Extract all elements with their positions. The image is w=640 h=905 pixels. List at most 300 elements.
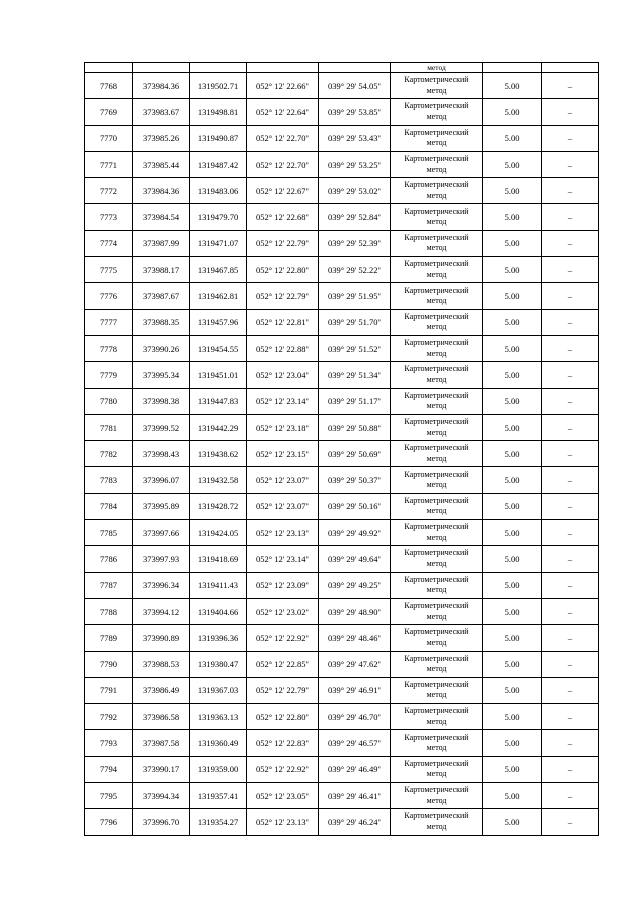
method-line-1: Картометрический bbox=[404, 417, 469, 426]
table-row bbox=[85, 651, 599, 677]
cell-point-number: 7768 bbox=[85, 73, 133, 99]
method-line-2: метод bbox=[426, 769, 447, 779]
method-line-2: метод bbox=[426, 217, 447, 227]
cell-point-number: 7793 bbox=[85, 730, 133, 756]
method-line-1: Картометрический bbox=[404, 364, 469, 374]
cell-latitude: 052° 12' 22.66" bbox=[247, 73, 319, 99]
method-line-1: Картометрический bbox=[404, 522, 469, 532]
table-row bbox=[85, 730, 599, 756]
cell-longitude: 039° 29' 52.39" bbox=[319, 230, 391, 256]
table-row bbox=[85, 783, 599, 809]
cell-x-coordinate: 373985.44 bbox=[133, 151, 190, 177]
method-line-1: Картометрический bbox=[404, 127, 469, 137]
cell-longitude: 039° 29' 53.25" bbox=[319, 151, 391, 177]
cell-y-coordinate: 1319457.96 bbox=[190, 309, 247, 335]
table-row bbox=[85, 598, 599, 624]
cell-x-coordinate: 373990.26 bbox=[133, 335, 190, 361]
cell-point-number: 7788 bbox=[85, 598, 133, 624]
method-line-2: метод bbox=[426, 716, 447, 726]
cell-point-number: 7769 bbox=[85, 99, 133, 125]
cell-empty bbox=[85, 63, 133, 73]
cell-description: – bbox=[542, 572, 599, 598]
cell-accuracy: 5.00 bbox=[483, 283, 542, 309]
method-line-2: метод bbox=[426, 427, 447, 437]
table-row bbox=[85, 704, 599, 730]
table-row bbox=[85, 125, 599, 151]
cell-latitude: 052° 12' 22.70" bbox=[247, 125, 319, 151]
cell-x-coordinate: 373983.67 bbox=[133, 99, 190, 125]
cell-point-number: 7785 bbox=[85, 520, 133, 546]
method-line-2: метод bbox=[426, 506, 447, 516]
cell-method bbox=[391, 756, 483, 782]
cell-point-number: 7784 bbox=[85, 493, 133, 519]
cell-accuracy: 5.00 bbox=[483, 783, 542, 809]
cell-method bbox=[391, 704, 483, 730]
cell-method bbox=[391, 467, 483, 493]
cell-accuracy: 5.00 bbox=[483, 362, 542, 388]
cell-accuracy: 5.00 bbox=[483, 677, 542, 703]
cell-longitude: 039° 29' 49.25" bbox=[319, 572, 391, 598]
cell-longitude: 039° 29' 51.52" bbox=[319, 335, 391, 361]
cell-empty bbox=[190, 63, 247, 73]
cell-x-coordinate: 373990.17 bbox=[133, 756, 190, 782]
cell-latitude: 052° 12' 23.14" bbox=[247, 388, 319, 414]
cell-y-coordinate: 1319483.06 bbox=[190, 178, 247, 204]
cell-y-coordinate: 1319451.01 bbox=[190, 362, 247, 388]
cell-longitude: 039° 29' 50.37" bbox=[319, 467, 391, 493]
cell-longitude: 039° 29' 46.91" bbox=[319, 677, 391, 703]
cell-longitude: 039° 29' 48.46" bbox=[319, 625, 391, 651]
cell-y-coordinate: 1319411.43 bbox=[190, 572, 247, 598]
cell-description: – bbox=[542, 651, 599, 677]
cell-method bbox=[391, 335, 483, 361]
cell-longitude: 039° 29' 46.70" bbox=[319, 704, 391, 730]
cell-description: – bbox=[542, 414, 599, 440]
cell-x-coordinate: 373988.17 bbox=[133, 257, 190, 283]
method-line-1: Картометрический bbox=[404, 732, 469, 742]
cell-point-number: 7775 bbox=[85, 257, 133, 283]
cell-point-number: 7791 bbox=[85, 677, 133, 703]
cell-point-number: 7771 bbox=[85, 151, 133, 177]
cell-accuracy: 5.00 bbox=[483, 204, 542, 230]
cell-x-coordinate: 373994.34 bbox=[133, 783, 190, 809]
cell-accuracy: 5.00 bbox=[483, 257, 542, 283]
cell-y-coordinate: 1319424.05 bbox=[190, 520, 247, 546]
cell-latitude: 052° 12' 22.92" bbox=[247, 756, 319, 782]
cell-x-coordinate: 373998.38 bbox=[133, 388, 190, 414]
cell-longitude: 039° 29' 53.85" bbox=[319, 99, 391, 125]
coordinates-table bbox=[84, 62, 599, 836]
cell-accuracy: 5.00 bbox=[483, 414, 542, 440]
cell-point-number: 7773 bbox=[85, 204, 133, 230]
cell-latitude: 052° 12' 22.85" bbox=[247, 651, 319, 677]
method-line-2: метод bbox=[426, 374, 447, 384]
cell-method bbox=[391, 204, 483, 230]
cell-longitude: 039° 29' 47.62" bbox=[319, 651, 391, 677]
cell-point-number: 7772 bbox=[85, 178, 133, 204]
cell-description: – bbox=[542, 625, 599, 651]
method-line-1: Картометрический bbox=[404, 679, 469, 689]
cell-y-coordinate: 1319467.85 bbox=[190, 257, 247, 283]
cell-description: – bbox=[542, 730, 599, 756]
cell-latitude: 052° 12' 22.67" bbox=[247, 178, 319, 204]
cell-y-coordinate: 1319363.13 bbox=[190, 704, 247, 730]
cell-x-coordinate: 373995.34 bbox=[133, 362, 190, 388]
cell-point-number: 7787 bbox=[85, 572, 133, 598]
cell-longitude: 039° 29' 51.70" bbox=[319, 309, 391, 335]
cell-accuracy: 5.00 bbox=[483, 520, 542, 546]
cell-latitude: 052° 12' 22.79" bbox=[247, 230, 319, 256]
table-body bbox=[85, 63, 599, 836]
cell-point-number: 7779 bbox=[85, 362, 133, 388]
cell-method bbox=[391, 230, 483, 256]
cell-point-number: 7777 bbox=[85, 309, 133, 335]
table-row bbox=[85, 677, 599, 703]
method-line-2: метод bbox=[426, 795, 447, 805]
cell-longitude: 039° 29' 50.88" bbox=[319, 414, 391, 440]
cell-description: – bbox=[542, 598, 599, 624]
cell-latitude: 052° 12' 22.81" bbox=[247, 309, 319, 335]
cell-y-coordinate: 1319367.03 bbox=[190, 677, 247, 703]
cell-x-coordinate: 373996.70 bbox=[133, 809, 190, 835]
cell-point-number: 7790 bbox=[85, 651, 133, 677]
cell-y-coordinate: 1319396.36 bbox=[190, 625, 247, 651]
cell-accuracy: 5.00 bbox=[483, 99, 542, 125]
method-line-2: метод bbox=[426, 348, 447, 358]
cell-accuracy: 5.00 bbox=[483, 335, 542, 361]
table-row bbox=[85, 99, 599, 125]
cell-latitude: 052° 12' 22.80" bbox=[247, 257, 319, 283]
cell-latitude: 052° 12' 23.15" bbox=[247, 441, 319, 467]
cell-method bbox=[391, 125, 483, 151]
method-line-2: метод bbox=[426, 243, 447, 253]
method-line-2: метод bbox=[426, 453, 447, 463]
cell-empty bbox=[133, 63, 190, 73]
cell-latitude: 052° 12' 23.07" bbox=[247, 493, 319, 519]
cell-point-number: 7781 bbox=[85, 414, 133, 440]
table-row bbox=[85, 73, 599, 99]
method-line-1: Картометрический bbox=[404, 285, 469, 295]
cell-x-coordinate: 373994.12 bbox=[133, 598, 190, 624]
cell-y-coordinate: 1319471.07 bbox=[190, 230, 247, 256]
method-line-1: Картометрический bbox=[404, 469, 469, 479]
cell-description: – bbox=[542, 151, 599, 177]
method-line-2: метод bbox=[426, 401, 447, 411]
table-row bbox=[85, 467, 599, 493]
method-line-2: метод bbox=[426, 190, 447, 200]
cell-point-number: 7783 bbox=[85, 467, 133, 493]
cell-method bbox=[391, 730, 483, 756]
cell-longitude: 039° 29' 51.34" bbox=[319, 362, 391, 388]
cell-description: – bbox=[542, 546, 599, 572]
cell-latitude: 052° 12' 22.79" bbox=[247, 677, 319, 703]
table-row bbox=[85, 572, 599, 598]
cell-description: – bbox=[542, 335, 599, 361]
cell-latitude: 052° 12' 23.05" bbox=[247, 783, 319, 809]
table-row bbox=[85, 178, 599, 204]
cell-method bbox=[391, 362, 483, 388]
cell-method bbox=[391, 651, 483, 677]
cell-y-coordinate: 1319498.81 bbox=[190, 99, 247, 125]
cell-method bbox=[391, 414, 483, 440]
method-line-2: метод bbox=[426, 111, 447, 121]
cell-latitude: 052° 12' 23.13" bbox=[247, 520, 319, 546]
cell-x-coordinate: 373987.67 bbox=[133, 283, 190, 309]
cell-description: – bbox=[542, 178, 599, 204]
cell-empty bbox=[483, 63, 542, 73]
table-row bbox=[85, 309, 599, 335]
table-row bbox=[85, 441, 599, 467]
table-row bbox=[85, 204, 599, 230]
cell-method bbox=[391, 809, 483, 835]
cell-latitude: 052° 12' 23.14" bbox=[247, 546, 319, 572]
cell-method-tail: метод bbox=[391, 63, 483, 73]
cell-accuracy: 5.00 bbox=[483, 651, 542, 677]
cell-accuracy: 5.00 bbox=[483, 730, 542, 756]
cell-y-coordinate: 1319490.87 bbox=[190, 125, 247, 151]
cell-y-coordinate: 1319487.42 bbox=[190, 151, 247, 177]
method-line-1: Картометрический bbox=[404, 785, 469, 795]
cell-method bbox=[391, 625, 483, 651]
cell-method bbox=[391, 257, 483, 283]
table-row bbox=[85, 756, 599, 782]
cell-y-coordinate: 1319462.81 bbox=[190, 283, 247, 309]
cell-point-number: 7780 bbox=[85, 388, 133, 414]
cell-method bbox=[391, 309, 483, 335]
method-line-1: Картометрический bbox=[404, 443, 469, 453]
table-row bbox=[85, 414, 599, 440]
cell-y-coordinate: 1319418.69 bbox=[190, 546, 247, 572]
cell-longitude: 039° 29' 46.24" bbox=[319, 809, 391, 835]
method-line-1: Картометрический bbox=[404, 206, 469, 216]
method-line-1: Картометрический bbox=[404, 758, 469, 768]
cell-x-coordinate: 373997.93 bbox=[133, 546, 190, 572]
cell-y-coordinate: 1319404.66 bbox=[190, 598, 247, 624]
cell-latitude: 052° 12' 22.79" bbox=[247, 283, 319, 309]
cell-latitude: 052° 12' 22.92" bbox=[247, 625, 319, 651]
table-row bbox=[85, 809, 599, 835]
cell-point-number: 7792 bbox=[85, 704, 133, 730]
cell-longitude: 039° 29' 52.22" bbox=[319, 257, 391, 283]
cell-description: – bbox=[542, 809, 599, 835]
method-line-1: Картометрический bbox=[404, 311, 469, 321]
cell-x-coordinate: 373987.99 bbox=[133, 230, 190, 256]
cell-x-coordinate: 373996.34 bbox=[133, 572, 190, 598]
cell-description: – bbox=[542, 704, 599, 730]
table-row bbox=[85, 230, 599, 256]
cell-method bbox=[391, 388, 483, 414]
method-line-1: Картометрический bbox=[404, 259, 469, 269]
cell-x-coordinate: 373988.35 bbox=[133, 309, 190, 335]
cell-method bbox=[391, 493, 483, 519]
cell-accuracy: 5.00 bbox=[483, 809, 542, 835]
cell-x-coordinate: 373984.36 bbox=[133, 73, 190, 99]
cell-method bbox=[391, 546, 483, 572]
cell-point-number: 7782 bbox=[85, 441, 133, 467]
method-line-1: Картометрический bbox=[404, 627, 469, 637]
table-row bbox=[85, 257, 599, 283]
cell-accuracy: 5.00 bbox=[483, 467, 542, 493]
cell-description: – bbox=[542, 520, 599, 546]
method-line-2: метод bbox=[426, 637, 447, 647]
method-line-2: метод bbox=[426, 690, 447, 700]
cell-point-number: 7786 bbox=[85, 546, 133, 572]
cell-description: – bbox=[542, 388, 599, 414]
cell-accuracy: 5.00 bbox=[483, 704, 542, 730]
method-line-1: Картометрический bbox=[404, 101, 469, 111]
method-line-1: Картометрический bbox=[404, 811, 469, 821]
cell-y-coordinate: 1319359.00 bbox=[190, 756, 247, 782]
cell-point-number: 7789 bbox=[85, 625, 133, 651]
cell-longitude: 039° 29' 46.41" bbox=[319, 783, 391, 809]
cell-description: – bbox=[542, 467, 599, 493]
cell-x-coordinate: 373986.58 bbox=[133, 704, 190, 730]
method-line-1: Картометрический bbox=[404, 495, 469, 505]
cell-y-coordinate: 1319438.62 bbox=[190, 441, 247, 467]
method-line-1: Картометрический bbox=[404, 601, 469, 611]
cell-y-coordinate: 1319502.71 bbox=[190, 73, 247, 99]
cell-accuracy: 5.00 bbox=[483, 598, 542, 624]
cell-accuracy: 5.00 bbox=[483, 756, 542, 782]
cell-y-coordinate: 1319454.55 bbox=[190, 335, 247, 361]
method-line-1: Картометрический bbox=[404, 390, 469, 400]
cell-accuracy: 5.00 bbox=[483, 309, 542, 335]
cell-accuracy: 5.00 bbox=[483, 572, 542, 598]
method-line-2: метод bbox=[426, 532, 447, 542]
cell-accuracy: 5.00 bbox=[483, 73, 542, 99]
cell-accuracy: 5.00 bbox=[483, 493, 542, 519]
cell-accuracy: 5.00 bbox=[483, 125, 542, 151]
cell-y-coordinate: 1319479.70 bbox=[190, 204, 247, 230]
cell-method bbox=[391, 783, 483, 809]
cell-point-number: 7774 bbox=[85, 230, 133, 256]
cell-method bbox=[391, 598, 483, 624]
cell-method bbox=[391, 677, 483, 703]
cell-latitude: 052° 12' 22.70" bbox=[247, 151, 319, 177]
method-line-1: Картометрический bbox=[404, 338, 469, 348]
cell-x-coordinate: 373985.26 bbox=[133, 125, 190, 151]
cell-longitude: 039° 29' 53.02" bbox=[319, 178, 391, 204]
cell-latitude: 052° 12' 23.13" bbox=[247, 809, 319, 835]
cell-method bbox=[391, 283, 483, 309]
cell-method bbox=[391, 178, 483, 204]
table-row bbox=[85, 625, 599, 651]
cell-x-coordinate: 373984.54 bbox=[133, 204, 190, 230]
cell-description: – bbox=[542, 362, 599, 388]
cell-x-coordinate: 373998.43 bbox=[133, 441, 190, 467]
cell-x-coordinate: 373987.58 bbox=[133, 730, 190, 756]
table-row bbox=[85, 493, 599, 519]
cell-description: – bbox=[542, 283, 599, 309]
cell-accuracy: 5.00 bbox=[483, 151, 542, 177]
method-line-1: Картометрический bbox=[404, 154, 469, 164]
table-row bbox=[85, 520, 599, 546]
cell-point-number: 7776 bbox=[85, 283, 133, 309]
cell-latitude: 052° 12' 23.18" bbox=[247, 414, 319, 440]
cell-latitude: 052° 12' 22.83" bbox=[247, 730, 319, 756]
method-line-2: метод bbox=[426, 664, 447, 674]
cell-latitude: 052° 12' 22.68" bbox=[247, 204, 319, 230]
cell-x-coordinate: 373996.07 bbox=[133, 467, 190, 493]
cell-description: – bbox=[542, 73, 599, 99]
cell-x-coordinate: 373995.89 bbox=[133, 493, 190, 519]
method-line-1: Картометрический bbox=[404, 706, 469, 716]
cell-method bbox=[391, 520, 483, 546]
cell-point-number: 7794 bbox=[85, 756, 133, 782]
cell-longitude: 039° 29' 48.90" bbox=[319, 598, 391, 624]
cell-y-coordinate: 1319354.27 bbox=[190, 809, 247, 835]
cell-point-number: 7796 bbox=[85, 809, 133, 835]
method-line-2: метод bbox=[426, 85, 447, 95]
cell-method bbox=[391, 441, 483, 467]
table-row bbox=[85, 546, 599, 572]
cell-accuracy: 5.00 bbox=[483, 230, 542, 256]
cell-description: – bbox=[542, 441, 599, 467]
cell-y-coordinate: 1319447.83 bbox=[190, 388, 247, 414]
method-line-2: метод bbox=[426, 480, 447, 490]
method-line-1: Картометрический bbox=[404, 653, 469, 663]
cell-longitude: 039° 29' 46.57" bbox=[319, 730, 391, 756]
cell-latitude: 052° 12' 22.80" bbox=[247, 704, 319, 730]
method-line-1: Картометрический bbox=[404, 574, 469, 584]
cell-accuracy: 5.00 bbox=[483, 625, 542, 651]
cell-longitude: 039° 29' 49.64" bbox=[319, 546, 391, 572]
table-row bbox=[85, 283, 599, 309]
continuation-row bbox=[85, 63, 599, 73]
cell-point-number: 7778 bbox=[85, 335, 133, 361]
cell-longitude: 039° 29' 54.05" bbox=[319, 73, 391, 99]
method-line-1: Картометрический bbox=[404, 548, 469, 558]
cell-longitude: 039° 29' 52.84" bbox=[319, 204, 391, 230]
cell-longitude: 039° 29' 49.92" bbox=[319, 520, 391, 546]
method-line-2: метод bbox=[426, 558, 447, 568]
cell-description: – bbox=[542, 99, 599, 125]
cell-y-coordinate: 1319428.72 bbox=[190, 493, 247, 519]
table-row bbox=[85, 151, 599, 177]
cell-y-coordinate: 1319380.47 bbox=[190, 651, 247, 677]
cell-accuracy: 5.00 bbox=[483, 178, 542, 204]
cell-x-coordinate: 373990.89 bbox=[133, 625, 190, 651]
cell-empty bbox=[542, 63, 599, 73]
cell-latitude: 052° 12' 23.02" bbox=[247, 598, 319, 624]
cell-accuracy: 5.00 bbox=[483, 441, 542, 467]
cell-latitude: 052° 12' 22.64" bbox=[247, 99, 319, 125]
cell-y-coordinate: 1319360.49 bbox=[190, 730, 247, 756]
cell-description: – bbox=[542, 204, 599, 230]
cell-description: – bbox=[542, 493, 599, 519]
cell-longitude: 039° 29' 51.17" bbox=[319, 388, 391, 414]
cell-empty bbox=[319, 63, 391, 73]
cell-method bbox=[391, 73, 483, 99]
cell-x-coordinate: 373988.53 bbox=[133, 651, 190, 677]
cell-latitude: 052° 12' 23.04" bbox=[247, 362, 319, 388]
cell-x-coordinate: 373986.49 bbox=[133, 677, 190, 703]
cell-x-coordinate: 373984.36 bbox=[133, 178, 190, 204]
cell-y-coordinate: 1319357.41 bbox=[190, 783, 247, 809]
cell-point-number: 7795 bbox=[85, 783, 133, 809]
cell-empty bbox=[247, 63, 319, 73]
cell-description: – bbox=[542, 677, 599, 703]
cell-latitude: 052° 12' 23.09" bbox=[247, 572, 319, 598]
cell-longitude: 039° 29' 53.43" bbox=[319, 125, 391, 151]
method-line-2: метод bbox=[426, 269, 447, 279]
method-line-2: метод bbox=[426, 743, 447, 753]
cell-description: – bbox=[542, 783, 599, 809]
method-line-2: метод bbox=[426, 611, 447, 621]
table-row bbox=[85, 335, 599, 361]
cell-longitude: 039° 29' 46.49" bbox=[319, 756, 391, 782]
cell-x-coordinate: 373999.52 bbox=[133, 414, 190, 440]
